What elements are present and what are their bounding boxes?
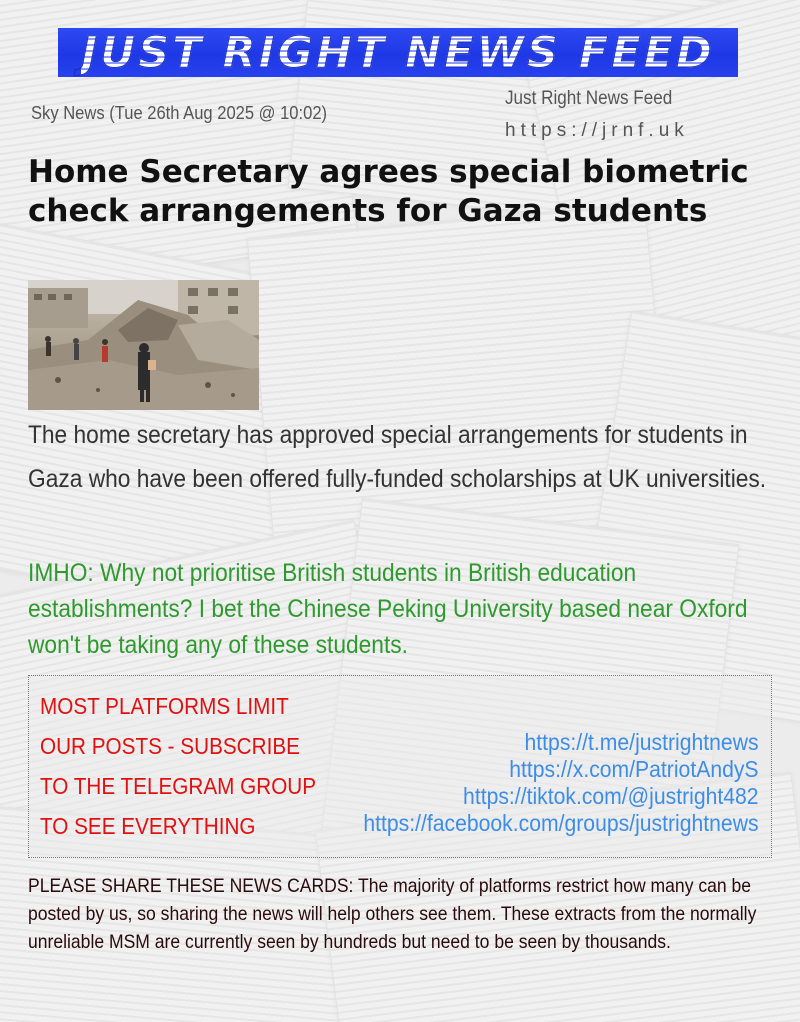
article-headline: Home Secretary agrees special biometric check arrangements for Gaza students (28, 154, 749, 229)
editor-opinion (28, 555, 748, 663)
telegram-link[interactable]: https://t.me/justrightnews (524, 729, 759, 755)
social-links (329, 729, 759, 837)
article-summary-text: The home secretary has approved special arrangements for students in Gaza who have been offered fully-funded scholarships at UK universities. (28, 421, 767, 493)
article-photo (28, 280, 259, 410)
editor-opinion-text: IMHO: Why not prioritise British students in British education establishments? I bet the Chinese Peking University based near Oxford won't be taking any of these students. (28, 559, 748, 659)
tiktok-link[interactable]: https://tiktok.com/@justright482 (463, 783, 759, 809)
brand-url[interactable]: https://jrnf.uk (505, 120, 689, 141)
article-summary (28, 413, 767, 501)
site-banner (58, 28, 738, 77)
rubble-scene-illustration (28, 280, 259, 410)
source-dateline: Sky News (Tue 26th Aug 2025 @ 10:02) (31, 103, 328, 123)
share-notice-text: PLEASE SHARE THESE NEWS CARDS: The majority of platforms restrict how many can be posted by us, so sharing the news will help others see them. These extracts from the normally unreliable MSM are currently seen by hundreds but need to be seen by thousands. (28, 875, 757, 953)
brand-name: Just Right News Feed (505, 88, 673, 109)
banner-title: JUST RIGHT NEWS FEED (81, 27, 715, 78)
subscribe-message (40, 686, 347, 846)
subscribe-panel (28, 675, 772, 858)
x-link[interactable]: https://x.com/PatriotAndyS (509, 756, 759, 782)
share-notice (28, 872, 757, 956)
facebook-link[interactable]: https://facebook.com/groups/justrightnews (363, 810, 759, 836)
subscribe-line: TO THE TELEGRAM GROUP (40, 773, 317, 799)
subscribe-line: OUR POSTS - SUBSCRIBE (40, 733, 300, 759)
subscribe-line: TO SEE EVERYTHING (40, 813, 256, 839)
subscribe-line: MOST PLATFORMS LIMIT (40, 693, 289, 719)
